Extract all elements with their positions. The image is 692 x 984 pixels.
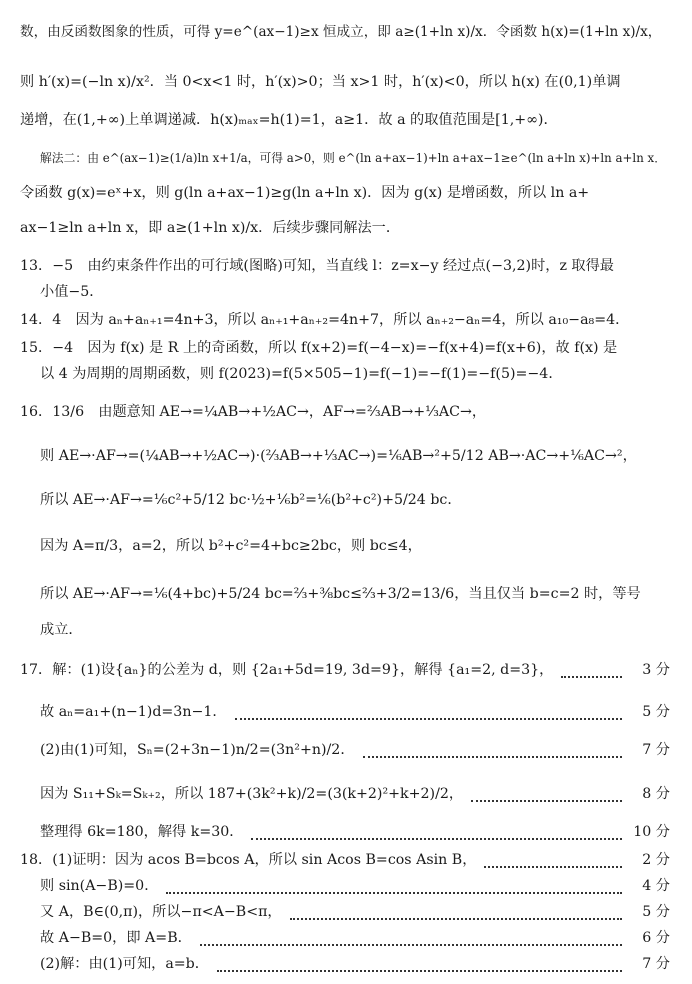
text-line: 递增，在(1,+∞)上单调递减．h(x)ₘₐₓ=h(1)=1，a≥1．故 a 的取值范围是[1,+∞)． <box>20 112 558 128</box>
score: 7 分 <box>642 956 670 972</box>
text-line: 因为 A=π/3，a=2，所以 b²+c²=4+bc≥2bc，则 bc≤4， <box>40 538 422 554</box>
score: 10 分 <box>633 824 670 840</box>
dot-leader <box>561 676 622 678</box>
dot-leader <box>217 970 622 972</box>
text-line: 所以 AE→·AF→=⅙c²+5/12 bc·½+⅙b²=⅙(b²+c²)+5/24 bc． <box>40 492 462 508</box>
text-line: 令函数 g(x)=eˣ+x，则 g(ln a+ax−1)≥g(ln a+ln x)．因为 g(x) 是增函数，所以 ln a+ <box>20 185 590 201</box>
text-line: ax−1≥ln a+ln x，即 a≥(1+ln x)/x．后续步骤同解法一． <box>20 220 401 236</box>
text-line: (2)解：由(1)可知，a=b． <box>40 956 209 972</box>
dot-leader <box>363 756 622 758</box>
score: 6 分 <box>642 930 670 946</box>
score: 3 分 <box>642 662 670 678</box>
score: 4 分 <box>642 878 670 894</box>
dot-leader <box>471 800 622 802</box>
text-line: 解法二：由 e^(ax−1)≥(1/a)ln x+1/a，可得 a>0，则 e^(ln a+ax−1)+ln a+ax−1≥e^(ln a+ln x)+ln a+ln x． <box>40 151 667 165</box>
text-line: 成立． <box>40 622 83 638</box>
text-line: 数，由反函数图象的性质，可得 y=e^(ax−1)≥x 恒成立，即 a≥(1+ln x)/x．令函数 h(x)=(1+ln x)/x， <box>20 24 662 40</box>
text-line: 故 A−B=0，即 A=B． <box>40 930 192 946</box>
answer-14: 14．4 因为 aₙ+aₙ₊₁=4n+3，所以 aₙ₊₁+aₙ₊₂=4n+7，所以 aₙ₊₂−aₙ=4，所以 a₁₀−a₈=4． <box>20 312 630 328</box>
score: 2 分 <box>642 852 670 868</box>
answer-17: 17．解：(1)设{aₙ}的公差为 d，则 {2a₁+5d=19, 3d=9}，解得 {a₁=2, d=3}， <box>20 662 554 678</box>
dot-leader <box>251 838 622 840</box>
text-line: 则 AE→·AF→=(¼AB→+½AC→)·(⅔AB→+⅓AC→)=⅙AB→²+5/12 AB→·AC→+⅙AC→²， <box>40 448 637 464</box>
text-line: 故 aₙ=a₁+(n−1)d=3n−1． <box>40 704 227 720</box>
score: 5 分 <box>642 704 670 720</box>
text-line: 以 4 为周期的周期函数，则 f(2023)=f(5×505−1)=f(−1)=−f(1)=−f(5)=−4． <box>40 366 563 382</box>
dot-leader <box>166 892 622 894</box>
score: 8 分 <box>642 786 670 802</box>
score: 5 分 <box>642 904 670 920</box>
text-line: 整理得 6k=180，解得 k=30． <box>40 824 244 840</box>
text-line: 则 h′(x)=(−ln x)/x²．当 0<x<1 时，h′(x)>0；当 x>1 时，h′(x)<0，所以 h(x) 在(0,1)单调 <box>20 74 621 90</box>
dot-leader <box>484 866 622 868</box>
text-line: 小值−5． <box>40 284 104 300</box>
dot-leader <box>235 718 622 720</box>
text-line: 又 A，B∈(0,π)，所以−π<A−B<π， <box>40 904 282 920</box>
answer-15: 15．−4 因为 f(x) 是 R 上的奇函数，所以 f(x+2)=f(−4−x)=−f(x+4)=f(x+6)，故 f(x) 是 <box>20 340 618 356</box>
answer-18: 18．(1)证明：因为 acos B=bcos A，所以 sin Acos B=cos Asin B， <box>20 852 477 868</box>
text-line: 所以 AE→·AF→=⅙(4+bc)+5/24 bc=⅔+⅜bc≤⅔+3/2=13/6，当且仅当 b=c=2 时，等号 <box>40 586 641 602</box>
dot-leader <box>290 918 622 920</box>
text-line: 因为 S₁₁+Sₖ=Sₖ₊₂，所以 187+(3k²+k)/2=(3(k+2)²+k+2)/2， <box>40 786 464 802</box>
answer-13: 13．−5 由约束条件作出的可行域(图略)可知，当直线 l：z=x−y 经过点(−3,2)时，z 取得最 <box>20 258 614 274</box>
text-line: (2)由(1)可知，Sₙ=(2+3n−1)n/2=(3n²+n)/2． <box>40 742 355 758</box>
score: 7 分 <box>642 742 670 758</box>
dot-leader <box>200 944 622 946</box>
text-line: 则 sin(A−B)=0． <box>40 878 159 894</box>
answer-16: 16．13/6 由题意知 AE→=¼AB→+½AC→，AF→=⅔AB→+⅓AC→， <box>20 404 487 420</box>
